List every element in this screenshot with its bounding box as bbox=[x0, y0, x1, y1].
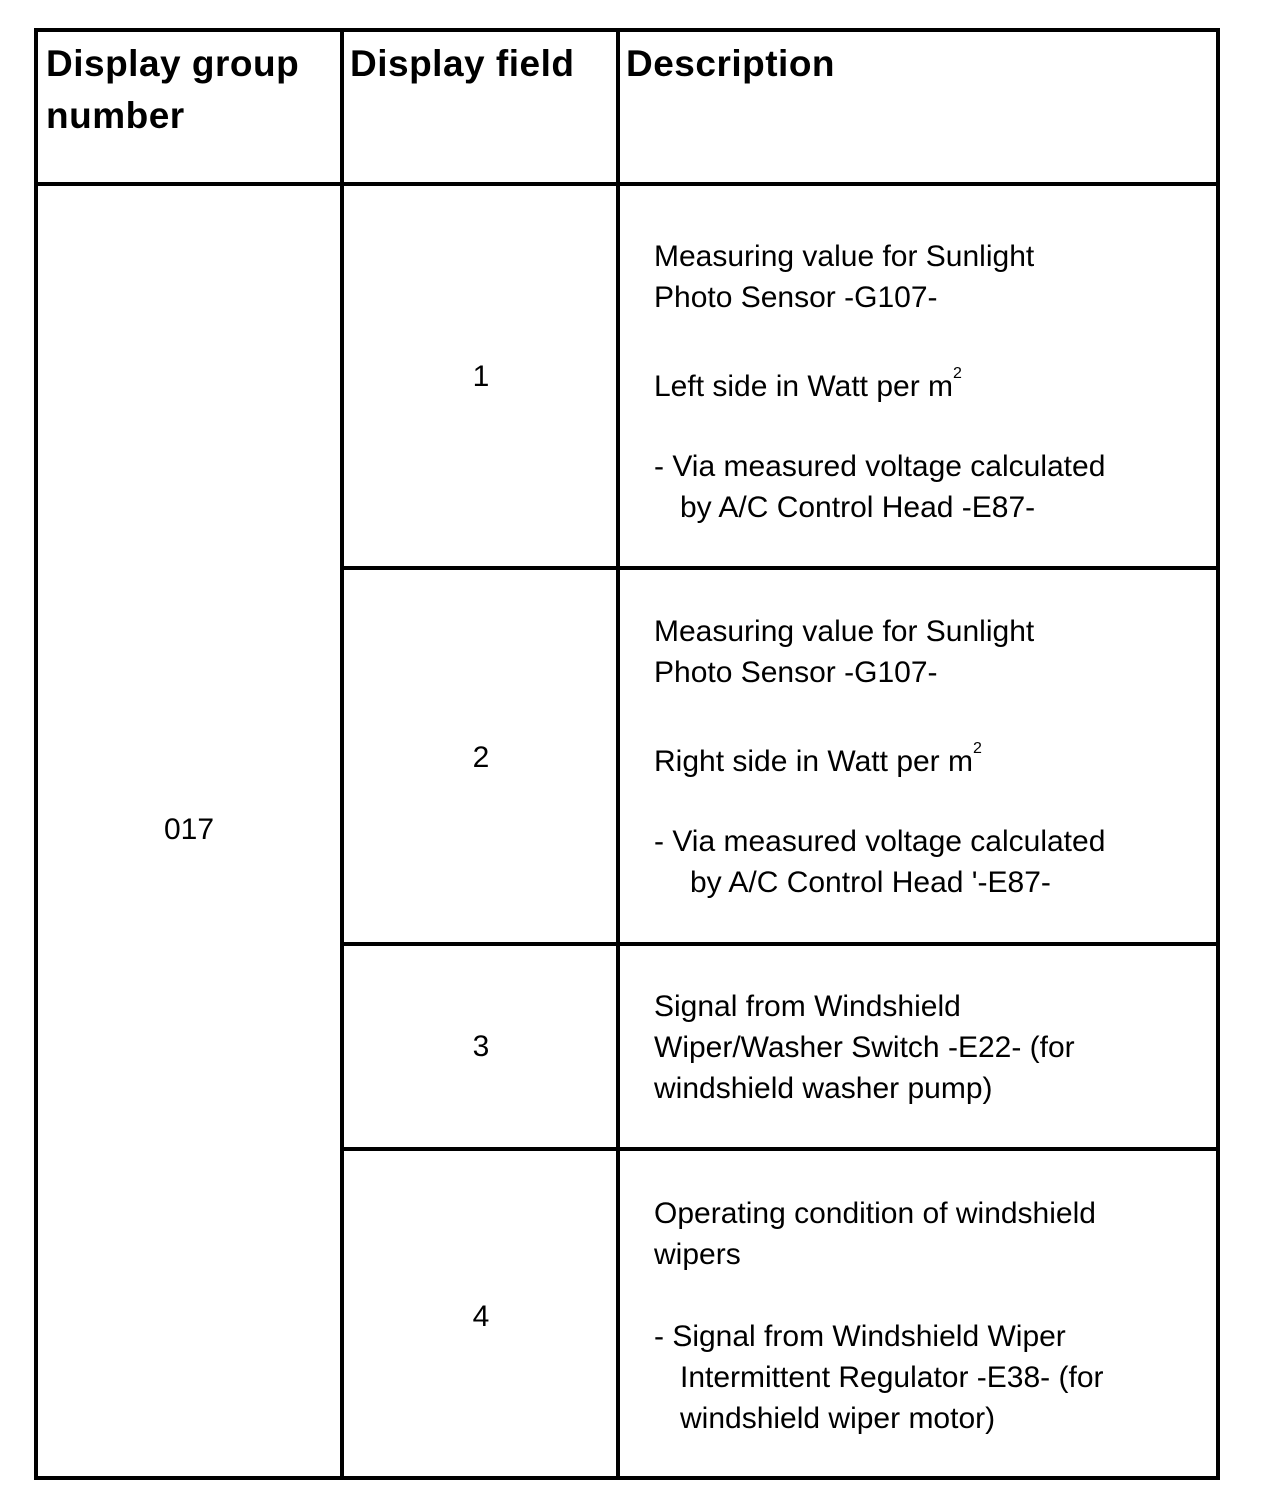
row-divider-2 bbox=[340, 942, 1216, 946]
header-group-line-2: number bbox=[46, 95, 185, 136]
header-display-field: Display field bbox=[350, 43, 575, 84]
description-line: wipers bbox=[654, 1238, 741, 1271]
description-line: Right side in Watt per m bbox=[654, 745, 973, 778]
description-line-with-unit bbox=[654, 741, 1184, 782]
description-line: Wiper/Washer Switch -E22- (for bbox=[654, 1031, 1075, 1064]
field-number-2: 2 bbox=[472, 741, 490, 774]
description-line: Photo Sensor -G107- bbox=[654, 281, 938, 314]
header-group-line-1: Display group bbox=[46, 43, 300, 84]
description-row-2 bbox=[654, 611, 1184, 903]
description-line: by A/C Control Head -E87- bbox=[680, 491, 1036, 524]
description-line: Signal from Windshield bbox=[654, 990, 961, 1023]
description-line: - Via measured voltage calculated bbox=[654, 825, 1106, 858]
superscript: 2 bbox=[953, 365, 962, 382]
header-divider bbox=[38, 182, 1216, 186]
description-line: - Signal from Windshield Wiper bbox=[654, 1320, 1066, 1353]
description-line: Operating condition of windshield bbox=[654, 1197, 1096, 1230]
header-display-group-number bbox=[46, 38, 299, 142]
header-description: Description bbox=[626, 43, 836, 84]
display-group-table bbox=[34, 28, 1220, 1480]
row-divider-1 bbox=[340, 566, 1216, 570]
field-number-1: 1 bbox=[472, 360, 490, 393]
description-line: Measuring value for Sunlight bbox=[654, 615, 1035, 648]
description-line: Photo Sensor -G107- bbox=[654, 656, 938, 689]
group-number-cell: 017 bbox=[163, 813, 215, 846]
description-row-4 bbox=[654, 1193, 1184, 1439]
description-line: by A/C Control Head '-E87- bbox=[690, 866, 1051, 899]
description-line-with-unit bbox=[654, 366, 1184, 407]
description-line: Intermittent Regulator -E38- (for bbox=[680, 1361, 1104, 1394]
field-number-3: 3 bbox=[472, 1030, 490, 1063]
description-line: windshield wiper motor) bbox=[680, 1402, 996, 1435]
description-row-3 bbox=[654, 986, 1184, 1109]
description-line: Left side in Watt per m bbox=[654, 370, 954, 403]
description-row-1 bbox=[654, 236, 1184, 528]
row-divider-3 bbox=[340, 1147, 1216, 1151]
superscript: 2 bbox=[973, 740, 982, 757]
description-line: - Via measured voltage calculated bbox=[654, 450, 1106, 483]
description-line: windshield washer pump) bbox=[654, 1072, 993, 1105]
field-number-4: 4 bbox=[472, 1300, 490, 1333]
description-line: Measuring value for Sunlight bbox=[654, 240, 1035, 273]
